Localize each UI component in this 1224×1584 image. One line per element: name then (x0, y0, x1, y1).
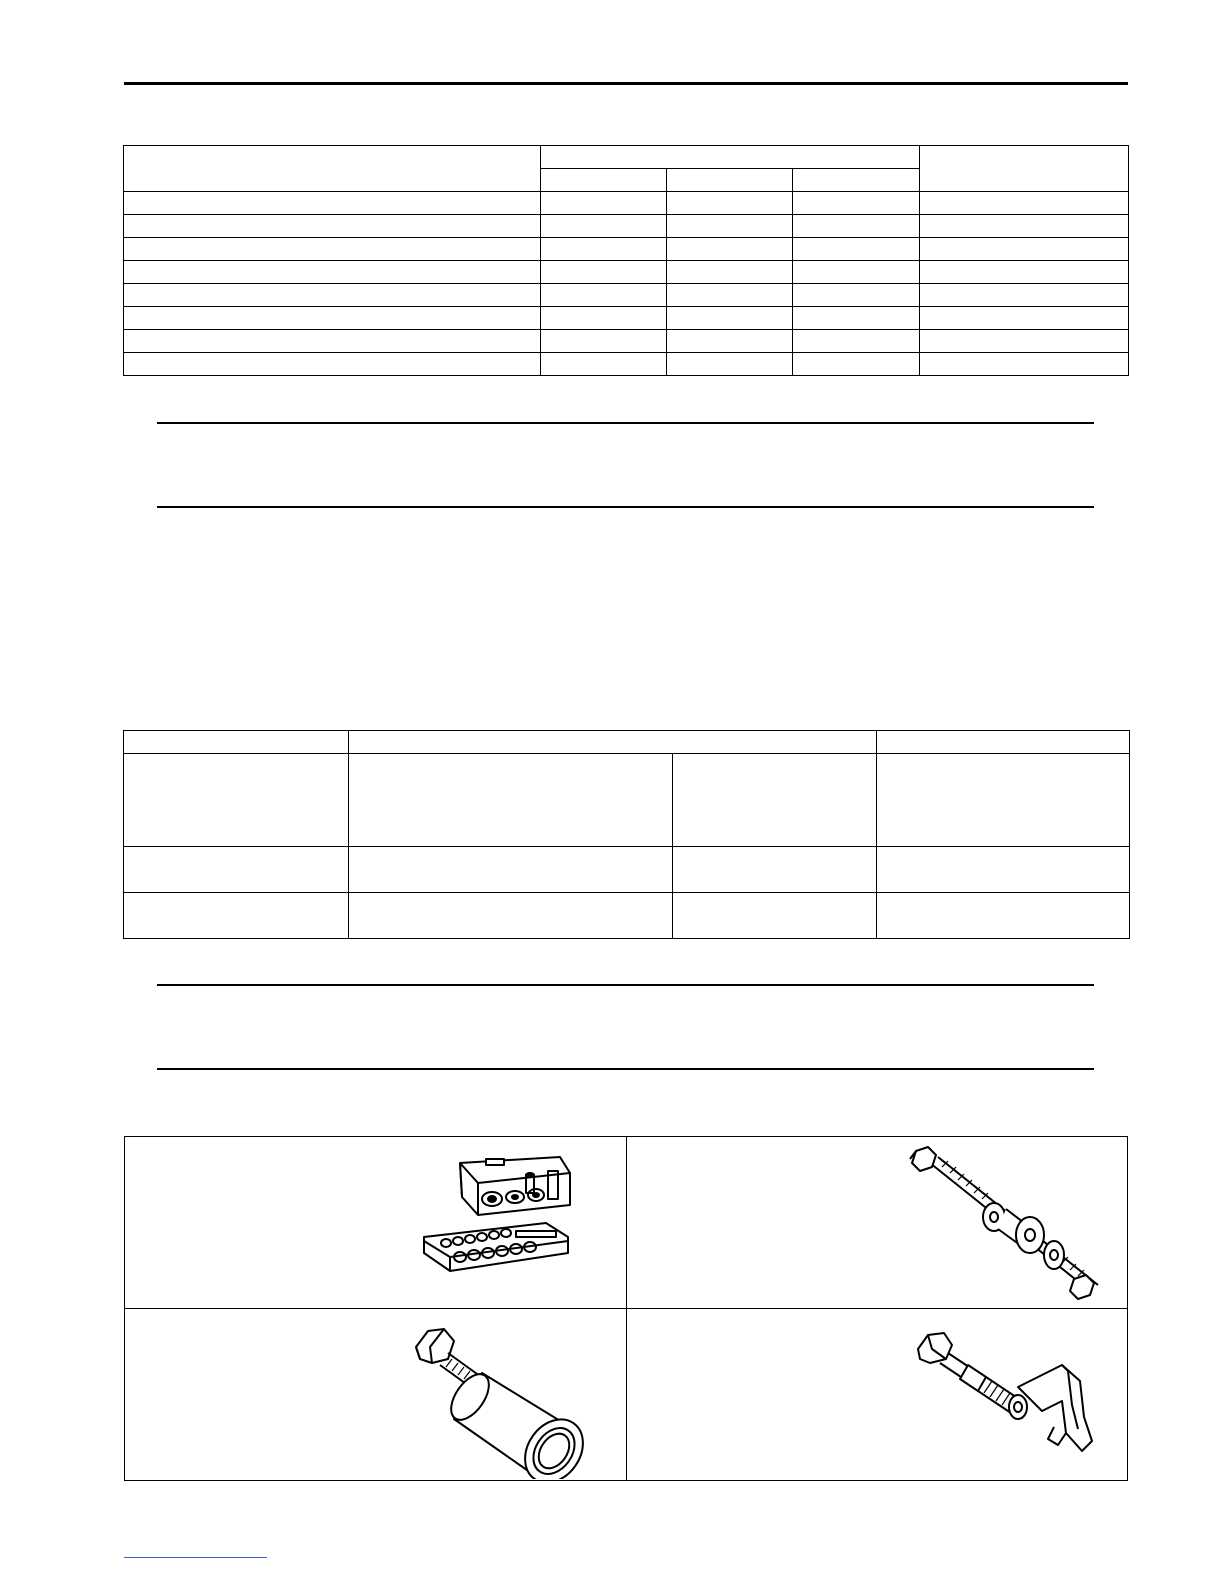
tool-cell (627, 1137, 1128, 1308)
spec-subheader-3 (793, 169, 920, 192)
tool-cell (125, 1137, 626, 1308)
table-row (124, 330, 1129, 353)
note-top-rule (157, 984, 1094, 986)
table-row (124, 893, 1130, 939)
table-row (124, 238, 1129, 261)
note-bottom-rule (157, 1068, 1094, 1070)
header-rule (124, 82, 1128, 85)
valve-spring-compressor-icon (912, 1321, 1102, 1471)
rotor-remover-icon (410, 1319, 600, 1479)
tool-cell (627, 1309, 1128, 1480)
bearing-puller-rod-icon (902, 1145, 1102, 1305)
spec-subheader-1 (541, 169, 667, 192)
service-table (123, 730, 1130, 939)
spec-subheader-2 (667, 169, 793, 192)
service-header-3 (877, 731, 1130, 754)
spec-table (123, 145, 1129, 376)
table-row (124, 284, 1129, 307)
special-tools-table (124, 1136, 1128, 1481)
table-row (124, 192, 1129, 215)
note-bottom-rule (157, 506, 1094, 508)
table-row (124, 261, 1129, 284)
spec-header-group (541, 146, 920, 169)
spec-header-item (124, 146, 541, 192)
bearing-installer-set-icon (420, 1153, 580, 1293)
service-header-2 (349, 731, 877, 754)
table-row (124, 307, 1129, 330)
table-row (124, 847, 1130, 893)
spec-header-remarks (920, 146, 1129, 192)
table-row (124, 754, 1130, 847)
service-header-1 (124, 731, 349, 754)
note-top-rule (157, 422, 1094, 424)
tool-cell (125, 1309, 626, 1480)
note-text (160, 440, 1090, 490)
table-row (124, 353, 1129, 376)
footer-link-underline[interactable] (124, 1557, 267, 1558)
note-text (160, 1000, 1090, 1050)
table-row (124, 215, 1129, 238)
